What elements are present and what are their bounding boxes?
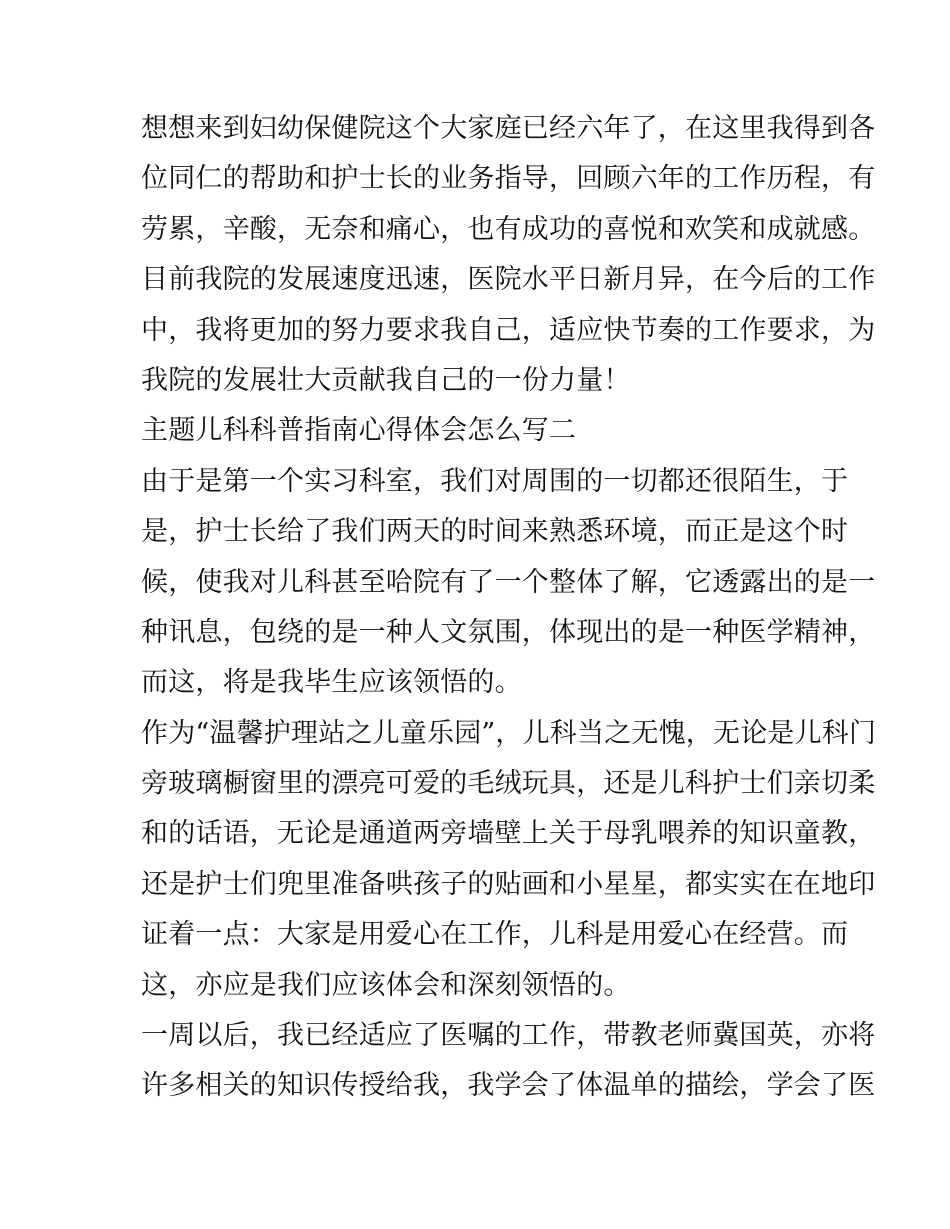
text-line: 这，亦应是我们应该体会和深刻领悟的。 [141, 969, 631, 1001]
text-line: 许多相关的知识传授给我，我学会了体温单的描绘，学会了医 [141, 1070, 876, 1102]
text-line: 种讯息，包绕的是一种人文氛围，体现出的是一种医学精神， [141, 616, 876, 648]
text-line: 还是护士们兜里准备哄孩子的贴画和小星星，都实实在在地印 [141, 868, 876, 900]
text-line: 劳累，辛酸，无奈和痛心，也有成功的喜悦和欢笑和成就感。 [141, 213, 876, 245]
text-line: 想想来到妇幼保健院这个大家庭已经六年了，在这里我得到各 [141, 113, 876, 144]
text-line: 作为“温馨护理站之儿童乐园”，儿科当之无愧，无论是儿科门 [141, 717, 877, 749]
text-line: 旁玻璃橱窗里的漂亮可爱的毛绒玩具，还是儿科护士们亲切柔 [141, 768, 876, 800]
text-line: 候，使我对儿科甚至哈院有了一个整体了解，它透露出的是一 [141, 566, 876, 598]
text-line: 位同仁的帮助和护士长的业务指导，回顾六年的工作历程，有 [141, 163, 876, 195]
document-body [141, 104, 877, 1112]
text-line: 而这，将是我毕生应该领悟的。 [141, 667, 522, 699]
text-line: 是，护士长给了我们两天的时间来熟悉环境，而正是这个时 [141, 516, 849, 548]
text-line: 证着一点：大家是用爱心在工作，儿科是用爱心在经营。而 [141, 919, 849, 951]
text-line: 一周以后，我已经适应了医嘱的工作，带教老师冀国英，亦将 [141, 1020, 876, 1052]
text-line: 我院的发展壮大贡献我自己的一份力量！ [141, 364, 631, 396]
text-line: 中，我将更加的努力要求我自己，适应快节奏的工作要求，为 [141, 314, 876, 346]
text-line: 由于是第一个实习科室，我们对周围的一切都还很陌生，于 [141, 465, 849, 497]
section-heading: 主题儿科科普指南心得体会怎么写二 [141, 415, 577, 447]
text-line: 目前我院的发展速度迅速，医院水平日新月异，在今后的工作 [141, 264, 876, 296]
text-line: 和的话语，无论是通道两旁墙壁上关于母乳喂养的知识童教， [141, 818, 876, 850]
